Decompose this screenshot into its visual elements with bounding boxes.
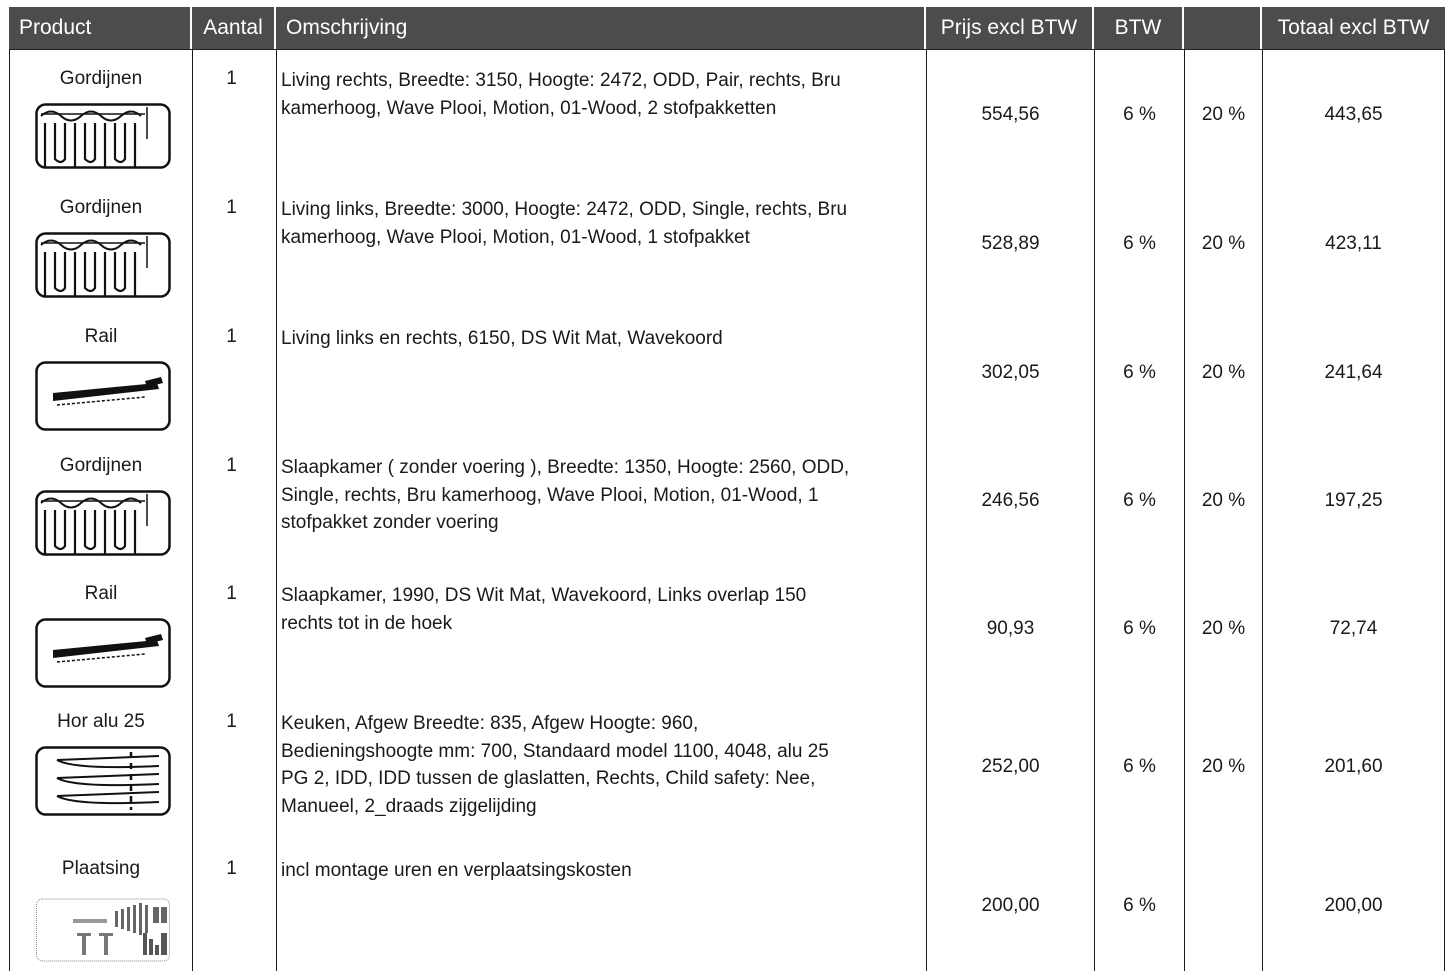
description-line: Slaapkamer ( zonder voering ), Breedte: 1350, Hoogte: 2560, ODD,: [281, 457, 850, 478]
table-row: [9, 50, 1445, 179]
curtain-icon: [35, 490, 171, 556]
rail-icon: [35, 361, 171, 427]
quantity-cell: 1: [192, 437, 276, 565]
quantity-cell: 1: [192, 308, 276, 437]
description-cell: [276, 693, 926, 840]
table-row: [9, 693, 1445, 840]
description-line: Bedieningshoogte mm: 700, Standaard model 1100, 4048, alu 25: [281, 740, 829, 762]
total-cell: 201,60: [1262, 693, 1445, 840]
btw-cell: 6 %: [1094, 50, 1184, 179]
product-name: Gordijnen: [59, 455, 143, 476]
quantity-cell: 1: [192, 565, 276, 693]
btw-cell: 6 %: [1094, 308, 1184, 437]
header-qty: Aantal: [192, 7, 276, 49]
header-percentage: [1184, 7, 1262, 49]
product-cell: [9, 50, 192, 179]
description-line: Living links, Breedte: 3000, Hoogte: 2472, ODD, Single, rechts, Bru: [281, 199, 848, 220]
product-name: Plaatsing: [61, 858, 141, 879]
quantity-cell: 1: [192, 179, 276, 308]
description-line: stofpakket zonder voering: [281, 512, 499, 533]
product-name: Rail: [84, 326, 118, 347]
table-row: [9, 308, 1445, 437]
description-line: Keuken, Afgew Breedte: 835, Afgew Hoogte: 960,: [281, 713, 699, 734]
product-cell: [9, 840, 192, 971]
header-product: Product: [9, 7, 192, 49]
btw-cell: 6 %: [1094, 693, 1184, 840]
percentage-cell: 20 %: [1184, 308, 1262, 437]
product-name: Gordijnen: [59, 197, 143, 218]
table-header: [9, 7, 1445, 50]
header-total: Totaal excl BTW: [1277, 16, 1430, 39]
total-cell: 72,74: [1262, 565, 1445, 693]
rail-icon: [35, 618, 171, 684]
price-cell: 90,93: [926, 565, 1094, 693]
description-line: incl montage uren en verplaatsingskosten: [281, 860, 632, 881]
percentage-cell: [1184, 840, 1262, 971]
description-line: rechts tot in de hoek: [281, 612, 453, 634]
btw-cell: 6 %: [1094, 565, 1184, 693]
total-cell: 200,00: [1262, 840, 1445, 971]
price-cell: 252,00: [926, 693, 1094, 840]
btw-cell: 6 %: [1094, 179, 1184, 308]
percentage-cell: 20 %: [1184, 437, 1262, 565]
description-line: Living links en rechts, 6150, DS Wit Mat, Wavekoord: [281, 328, 723, 349]
price-cell: 302,05: [926, 308, 1094, 437]
description-cell: [276, 308, 926, 437]
quantity-cell: 1: [192, 693, 276, 840]
product-name: Hor alu 25: [57, 711, 145, 732]
tools-icon: [35, 893, 171, 959]
description-cell: [276, 840, 926, 971]
price-cell: 200,00: [926, 840, 1094, 971]
total-cell: 443,65: [1262, 50, 1445, 179]
product-cell: [9, 179, 192, 308]
product-name: Gordijnen: [59, 68, 143, 89]
curtain-icon: [35, 232, 171, 298]
quantity-cell: 1: [192, 50, 276, 179]
price-cell: 246,56: [926, 437, 1094, 565]
percentage-cell: 20 %: [1184, 179, 1262, 308]
btw-cell: 6 %: [1094, 437, 1184, 565]
description-cell: [276, 50, 926, 179]
table-row: [9, 437, 1445, 565]
btw-cell: 6 %: [1094, 840, 1184, 971]
quote-table: [9, 7, 1445, 971]
description-line: Living rechts, Breedte: 3150, Hoogte: 2472, ODD, Pair, rechts, Bru: [281, 70, 841, 91]
header-btw: BTW: [1094, 7, 1184, 49]
description-line: kamerhoog, Wave Plooi, Motion, 01-Wood, 2 stofpakketten: [281, 97, 777, 119]
table-row: [9, 840, 1445, 971]
header-description: Omschrijving: [276, 7, 926, 49]
description-cell: [276, 565, 926, 693]
description-line: Slaapkamer, 1990, DS Wit Mat, Wavekoord, Links overlap 150: [281, 585, 807, 606]
blinds-icon: [35, 746, 171, 812]
table-row: [9, 179, 1445, 308]
total-cell: 197,25: [1262, 437, 1445, 565]
product-cell: [9, 693, 192, 840]
total-cell: 423,11: [1262, 179, 1445, 308]
price-cell: 528,89: [926, 179, 1094, 308]
product-cell: [9, 437, 192, 565]
description-line: PG 2, IDD, IDD tussen de glaslatten, Rechts, Child safety: Nee,: [281, 768, 816, 789]
product-name: Rail: [84, 583, 118, 604]
total-cell: 241,64: [1262, 308, 1445, 437]
description-cell: [276, 179, 926, 308]
description-line: kamerhoog, Wave Plooi, Motion, 01-Wood, 1 stofpakket: [281, 226, 750, 248]
price-cell: 554,56: [926, 50, 1094, 179]
description-line: Single, rechts, Bru kamerhoog, Wave Plooi, Motion, 01-Wood, 1: [281, 484, 819, 506]
percentage-cell: 20 %: [1184, 50, 1262, 179]
description-line: Manueel, 2_draads zijgelijding: [281, 795, 537, 817]
table-body: [9, 50, 1445, 971]
percentage-cell: 20 %: [1184, 693, 1262, 840]
header-price: Prijs excl BTW: [926, 7, 1094, 49]
percentage-cell: 20 %: [1184, 565, 1262, 693]
description-cell: [276, 437, 926, 565]
table-row: [9, 565, 1445, 693]
product-cell: [9, 308, 192, 437]
quantity-cell: 1: [192, 840, 276, 971]
product-cell: [9, 565, 192, 693]
curtain-icon: [35, 103, 171, 169]
